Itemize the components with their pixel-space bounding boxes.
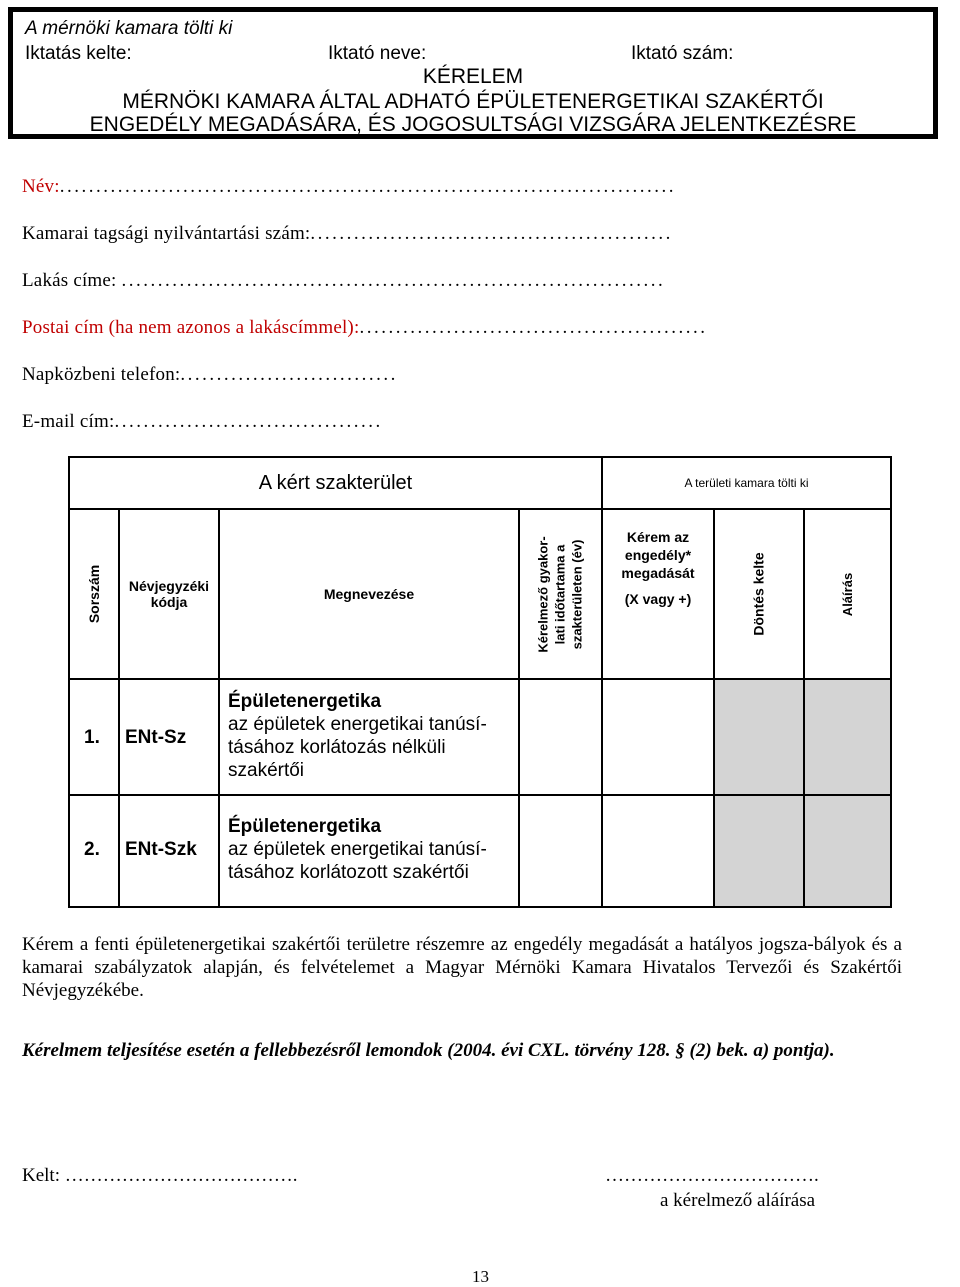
field-lakas-dots: ........................................................................... xyxy=(121,270,666,291)
col-sorszam xyxy=(68,508,120,680)
field-telefon-label: Napközbeni telefon: xyxy=(22,364,181,385)
row-2-line2: tásához korlátozott szakértői xyxy=(228,862,469,883)
row-1-line1: az épületek energetikai tanúsí- xyxy=(228,714,487,735)
field-postai-dots: ................................................ xyxy=(359,317,708,338)
field-telefon[interactable] xyxy=(22,364,398,386)
row-2-number: 2. xyxy=(84,839,100,860)
col-kerem-line2: engedély* xyxy=(624,547,692,563)
table-row-2-dontes xyxy=(713,794,805,908)
signature-caption: a kérelmező aláírása xyxy=(660,1190,816,1211)
field-telefon-dots: .............................. xyxy=(180,364,398,385)
table-row-1-gyakorlat[interactable] xyxy=(518,678,603,796)
table-row-1-alairas xyxy=(803,678,892,796)
row-1-line3: szakértői xyxy=(228,760,305,781)
iktatas-kelte-label: Iktatás kelte: xyxy=(25,43,132,64)
request-paragraph: Kérem a fenti épületenergetikai szakértői területre részemre az engedély megadását a hatályos jogsza-bályok és a kamarai szabályzatok alapján, és felvételemet a Magyar Mérnöki Kamara Hivatalos Tervezői és Szakértői Névjegyzékébe. xyxy=(22,934,902,1001)
col-gyakorlat-line3: szakterületen (év) xyxy=(570,539,586,649)
row-2-title: Épületenergetika xyxy=(228,816,382,837)
office-note: A mérnöki kamara tölti ki xyxy=(25,18,233,39)
field-lakas-cime[interactable] xyxy=(22,270,665,292)
col-kerem-line3: megadását xyxy=(621,565,695,581)
table-head-main-text: A kért szakterület xyxy=(258,471,413,494)
row-1-code: ENt-Sz xyxy=(125,727,187,748)
table-row-1-kerem[interactable] xyxy=(601,678,715,796)
col-sorszam-text: Sorszám xyxy=(86,564,103,624)
field-email[interactable] xyxy=(22,411,383,433)
col-kod xyxy=(118,508,220,680)
table-head-side xyxy=(601,456,892,510)
field-postai-label: Postai cím (ha nem azonos a lakáscímmel): xyxy=(22,317,360,338)
field-kamarai-label: Kamarai tagsági nyilvántartási szám: xyxy=(22,223,311,244)
field-nev[interactable] xyxy=(22,176,676,198)
col-kerem xyxy=(601,508,715,680)
table-row-2-alairas xyxy=(803,794,892,908)
col-gyakorlat xyxy=(518,508,603,680)
title-line-3: ENGEDÉLY MEGADÁSÁRA, ÉS JOGOSULTSÁGI VIZSGÁRA JELENTKEZÉSRE xyxy=(89,113,857,136)
col-megnevezes xyxy=(218,508,520,680)
row-1-line2: tásához korlátozás nélküli xyxy=(228,737,446,758)
iktato-szam-label: Iktató szám: xyxy=(631,43,734,64)
field-email-label: E-mail cím: xyxy=(22,411,115,432)
table-head-main xyxy=(68,456,603,510)
col-gyakorlat-line1: Kérelmező gyakor- xyxy=(536,535,552,653)
header-box xyxy=(8,7,938,139)
col-alairas xyxy=(803,508,892,680)
field-email-dots: ..................................... xyxy=(114,411,383,432)
appeal-waiver-paragraph: Kérelmem teljesítése esetén a fellebbezésről lemondok (2004. évi CXL. törvény 128. § (2) bek. a) pontja). xyxy=(22,1040,835,1061)
col-megnevezes-text: Megnevezése xyxy=(323,586,415,602)
row-2-description xyxy=(228,815,487,884)
table-row-2-kerem[interactable] xyxy=(601,794,715,908)
table-row-2-gyakorlat[interactable] xyxy=(518,794,603,908)
col-kerem-line4: (X vagy +) xyxy=(624,591,692,607)
row-2-line1: az épületek energetikai tanúsí- xyxy=(228,839,487,860)
field-nev-dots: ..................................................................................... xyxy=(59,176,676,197)
table-row-1-dontes xyxy=(713,678,805,796)
row-1-description xyxy=(228,690,487,782)
page-number: 13 xyxy=(472,1267,489,1286)
col-dontes xyxy=(713,508,805,680)
col-dontes-text: Döntés kelte xyxy=(751,552,767,636)
title-line-2: MÉRNÖKI KAMARA ÁLTAL ADHATÓ ÉPÜLETENERGETIKAI SZAKÉRTŐI xyxy=(122,90,824,113)
field-postai-cim[interactable] xyxy=(22,317,707,339)
kelt-field[interactable]: Kelt: ………………………………. xyxy=(22,1165,298,1186)
col-kerem-line1: Kérem az xyxy=(626,529,690,545)
field-kamarai-szam[interactable] xyxy=(22,223,673,245)
col-kod-line1: Névjegyzéki xyxy=(128,578,210,594)
col-gyakorlat-line2: lati időtartama a xyxy=(553,544,569,644)
row-1-title: Épületenergetika xyxy=(228,691,382,712)
row-2-code: ENt-Szk xyxy=(125,839,197,860)
col-gyakorlat-text xyxy=(535,536,586,652)
col-kod-line2: kódja xyxy=(150,594,188,610)
table-head-side-text: A területi kamara tölti ki xyxy=(684,476,809,490)
col-alairas-text: Aláírás xyxy=(840,572,855,616)
iktato-neve-label: Iktató neve: xyxy=(328,43,427,64)
field-kamarai-dots: .................................................. xyxy=(310,223,673,244)
field-lakas-label: Lakás címe: xyxy=(22,270,117,291)
row-1-number: 1. xyxy=(84,727,100,748)
title-kerelem: KÉRELEM xyxy=(422,65,524,88)
signature-line[interactable]: ……………………………. xyxy=(605,1165,819,1186)
field-nev-label: Név: xyxy=(22,176,60,197)
